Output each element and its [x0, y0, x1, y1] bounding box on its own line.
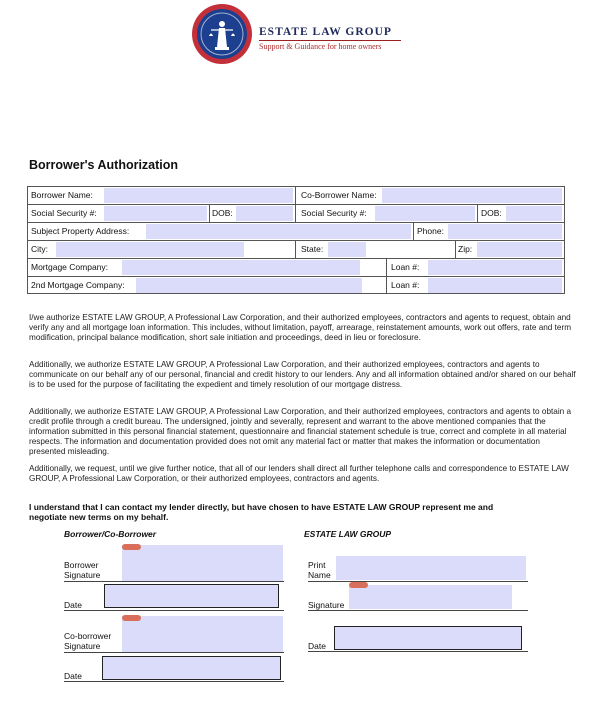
mortgage-company-field[interactable]	[122, 260, 360, 275]
ssn-field[interactable]	[104, 206, 207, 221]
borrower-info-table	[27, 186, 565, 294]
borrower-signature-heading: Borrower/Co-Borrower	[64, 529, 157, 539]
document-title: Borrower's Authorization	[29, 158, 179, 172]
co-ssn-field[interactable]	[375, 206, 475, 221]
state-field[interactable]	[328, 242, 366, 257]
ssn-label: Social Security #:	[31, 208, 97, 218]
city-field[interactable]	[56, 242, 244, 257]
borrower-date-label: Date	[64, 600, 82, 610]
mortgage-company-label: Mortgage Company:	[31, 262, 109, 272]
co-dob-label: DOB:	[481, 208, 502, 218]
company-signature-label: Signature	[308, 600, 345, 610]
loan-number-label: Loan #:	[391, 262, 420, 272]
representation-statement: I understand that I can contact my lender directly, but have chosen to have ESTATE LAW GROUP represent me and negotiate new terms on my behalf.	[29, 502, 494, 522]
second-mortgage-field[interactable]	[136, 278, 362, 293]
zip-field[interactable]	[477, 242, 562, 257]
borrower-signature-field[interactable]	[122, 545, 283, 581]
company-date-label: Date	[308, 641, 326, 651]
loan-number-field[interactable]	[428, 260, 562, 275]
authorization-paragraph: Additionally, we authorize ESTATE LAW GROUP, A Professional Law Corporation, and their authorized employees, contractors and agents to obtain a credit profile through a credit bureau. The undersigned, jointly and severally, represent and warrant to the above mentioned companies that the information submitted in this personal financial statement, questionnaire and financial statement schedule is true, correct and complete in all material respects. The information and documentation provided does not omit any material fact or matter that makes the information or documentation presented misleading.	[29, 407, 572, 456]
zip-label: Zip:	[458, 244, 473, 254]
borrower-date-field[interactable]	[104, 584, 279, 608]
company-seal-logo	[192, 4, 252, 64]
dob-field[interactable]	[236, 206, 293, 221]
phone-field[interactable]	[448, 224, 562, 239]
brand-tagline: Support & Guidance for home owners	[259, 42, 382, 51]
borrower-name-field[interactable]	[104, 188, 293, 203]
co-borrower-name-field[interactable]	[382, 188, 562, 203]
signature-required-flag	[349, 582, 368, 588]
city-label: City:	[31, 244, 48, 254]
second-mortgage-label: 2nd Mortgage Company:	[31, 280, 125, 290]
authorization-paragraph: Additionally, we authorize ESTATE LAW GROUP, A Professional Law Corporation, and their authorized employees, contractors and agents to communicate on our behalf any of our personal, financial and credit history to our lenders. Any and all information obtained and/or shared on our behalf is to be used for the purpose of facilitating the expedient and timely resolution of our mortgage distress.	[29, 360, 576, 389]
co-dob-field[interactable]	[506, 206, 562, 221]
brand-divider	[259, 40, 401, 41]
subject-address-field[interactable]	[146, 224, 411, 239]
signature-required-flag	[122, 544, 141, 550]
co-borrower-signature-field[interactable]	[122, 616, 283, 652]
borrower-signature-label: Borrower Signature	[64, 560, 101, 580]
authorization-paragraph: Additionally, we request, until we give further notice, that all of our lenders shall direct all further telephone calls and correspondence to ESTATE LAW GROUP, A Professional Law Corporation, or their authorized employees, contractors and agents.	[29, 464, 569, 483]
state-label: State:	[301, 244, 324, 254]
brand-name: ESTATE LAW GROUP	[259, 26, 392, 38]
co-borrower-name-label: Co-Borrower Name:	[301, 190, 377, 200]
print-name-label: Print Name	[308, 560, 331, 580]
row-divider	[28, 258, 564, 259]
authorization-paragraph: I/we authorize ESTATE LAW GROUP, A Professional Law Corporation, and their authorized employees, contractors and agents to request, obtain and verify any and all mortgage loan information. This includes, without limitation, payoff, arrearage, reinstatement amounts, work out offers, rate and term modification, principal balance modification, short sale initiation and proceedings, deed in lieu or foreclosure.	[29, 313, 572, 342]
print-name-field[interactable]	[336, 556, 526, 580]
co-borrower-signature-label: Co-borrower Signature	[64, 631, 112, 651]
borrower-name-label: Borrower Name:	[31, 190, 93, 200]
justice-statue-icon	[197, 9, 247, 59]
co-borrower-date-label: Date	[64, 671, 82, 681]
subject-address-label: Subject Property Address:	[31, 226, 130, 236]
company-signature-heading: ESTATE LAW GROUP	[304, 529, 392, 539]
signature-required-flag	[122, 615, 141, 621]
company-date-field[interactable]	[334, 626, 522, 650]
co-borrower-date-field[interactable]	[102, 656, 281, 680]
phone-label: Phone:	[417, 226, 444, 236]
loan-number-2-field[interactable]	[428, 278, 562, 293]
dob-label: DOB:	[212, 208, 233, 218]
co-ssn-label: Social Security #:	[301, 208, 367, 218]
company-signature-field[interactable]	[349, 585, 512, 609]
row-divider	[28, 240, 564, 241]
loan-number-2-label: Loan #:	[391, 280, 420, 290]
